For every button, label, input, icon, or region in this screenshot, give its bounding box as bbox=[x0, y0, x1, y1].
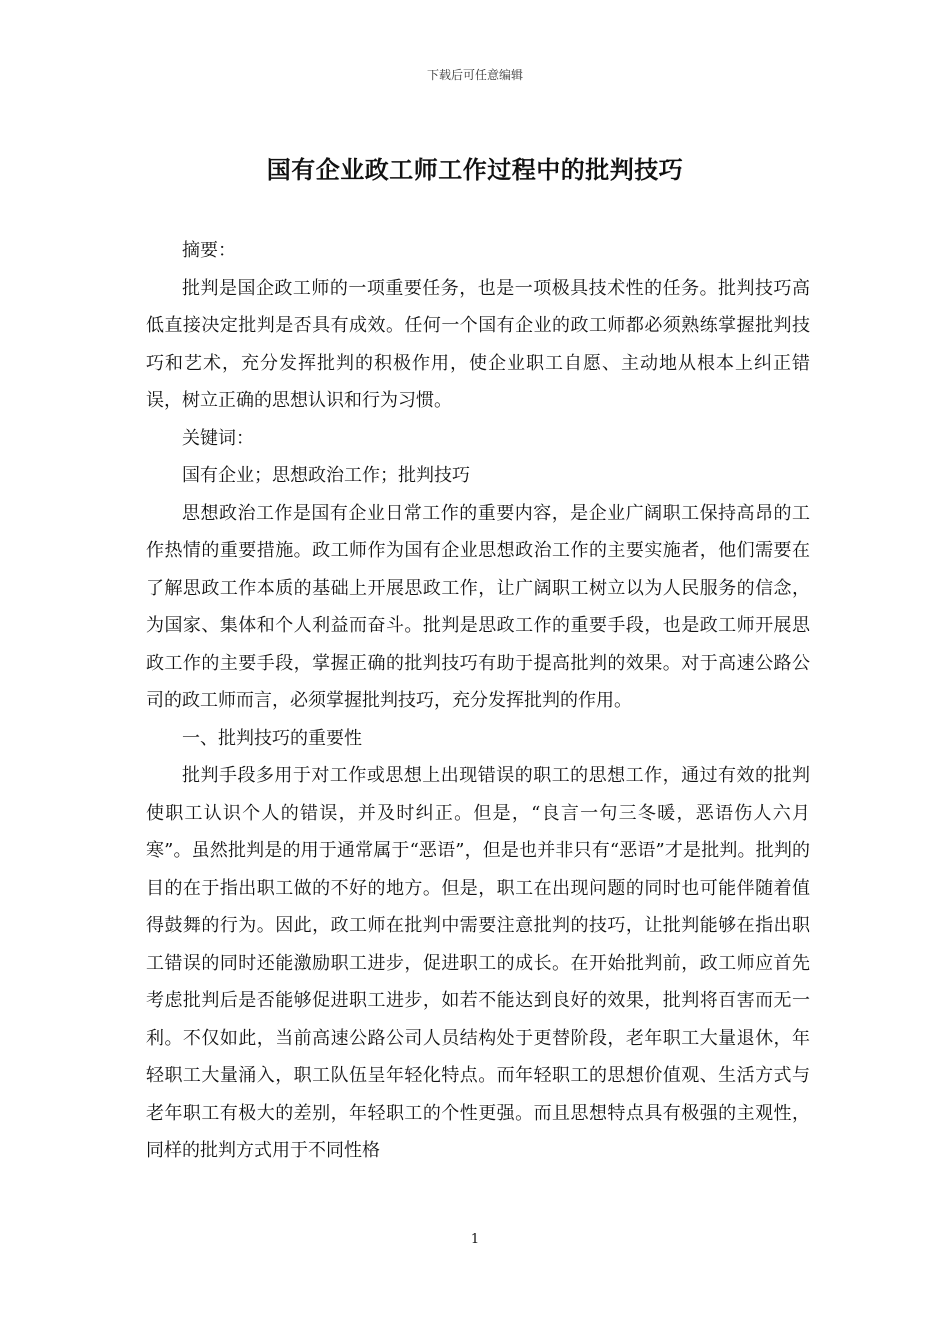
abstract-text: 批判是国企政工师的一项重要任务，也是一项极具技术性的任务。批判技巧高低直接决定批判是否具有成效。任何一个国有企业的政工师都必须熟练掌握批判技巧和艺术，充分发挥批判的积极作用，使企业职工自愿、主动地从根本上纠正错误，树立正确的思想认识和行为习惯。 bbox=[146, 277, 810, 411]
intro-paragraph: 思想政治工作是国有企业日常工作的重要内容，是企业广阔职工保持高昂的工作热情的重要措施。政工师作为国有企业思想政治工作的主要实施者，他们需要在了解思政工作本质的基础上开展思政工作，让广阔职工树立以为人民服务的信念，为国家、集体和个人利益而奋斗。批判是思政工作的重要手段，也是政工师开展思政工作的主要手段，掌握正确的批判技巧有助于提高批判的效果。对于高速公路公司的政工师而言，必须掌握批判技巧，充分发挥批判的作用。 bbox=[146, 502, 810, 711]
keywords-text: 国有企业；思想政治工作；批判技巧 bbox=[182, 465, 470, 486]
header-note: 下载后可任意编辑 bbox=[426, 68, 523, 82]
section-paragraph: 批判手段多用于对工作或思想上出现错误的职工的思想工作，通过有效的批判使职工认识个人的错误，并及时纠正。但是，“良言一句三冬暖，恶语伤人六月寒”。虽然批判是的用于通常属于“恶语”，但是也并非只有“恶语”才是批判。批判的目的在于指出职工做的不好的地方。但是，职工在出现问题的同时也可能伴随着值得鼓舞的行为。因此，政工师在批判中需要注意批判的技巧，让批判能够在指出职工错误的同时还能激励职工进步，促进职工的成长。在开始批判前，政工师应首先考虑批判后是否能够促进职工进步，如若不能达到良好的效果，批判将百害而无一利。不仅如此，当前高速公路公司人员结构处于更替阶段，老年职工大量退休，年轻职工大量涌入，职工队伍呈年轻化特点。而年轻职工的思想价值观、生活方式与老年职工有极大的差别，年轻职工的个性更强。而且思想特点具有极强的主观性，同样的批判方式用于不同性格 bbox=[146, 765, 810, 1161]
keywords-label: 关键词： bbox=[182, 427, 254, 449]
page-number: 1 bbox=[470, 1232, 480, 1247]
document-body bbox=[146, 232, 810, 1170]
document-title: 国有企业政工师工作过程中的批判技巧 bbox=[266, 155, 684, 184]
section-heading: 一、批判技巧的重要性 bbox=[182, 727, 362, 749]
abstract-label: 摘要： bbox=[182, 240, 236, 261]
